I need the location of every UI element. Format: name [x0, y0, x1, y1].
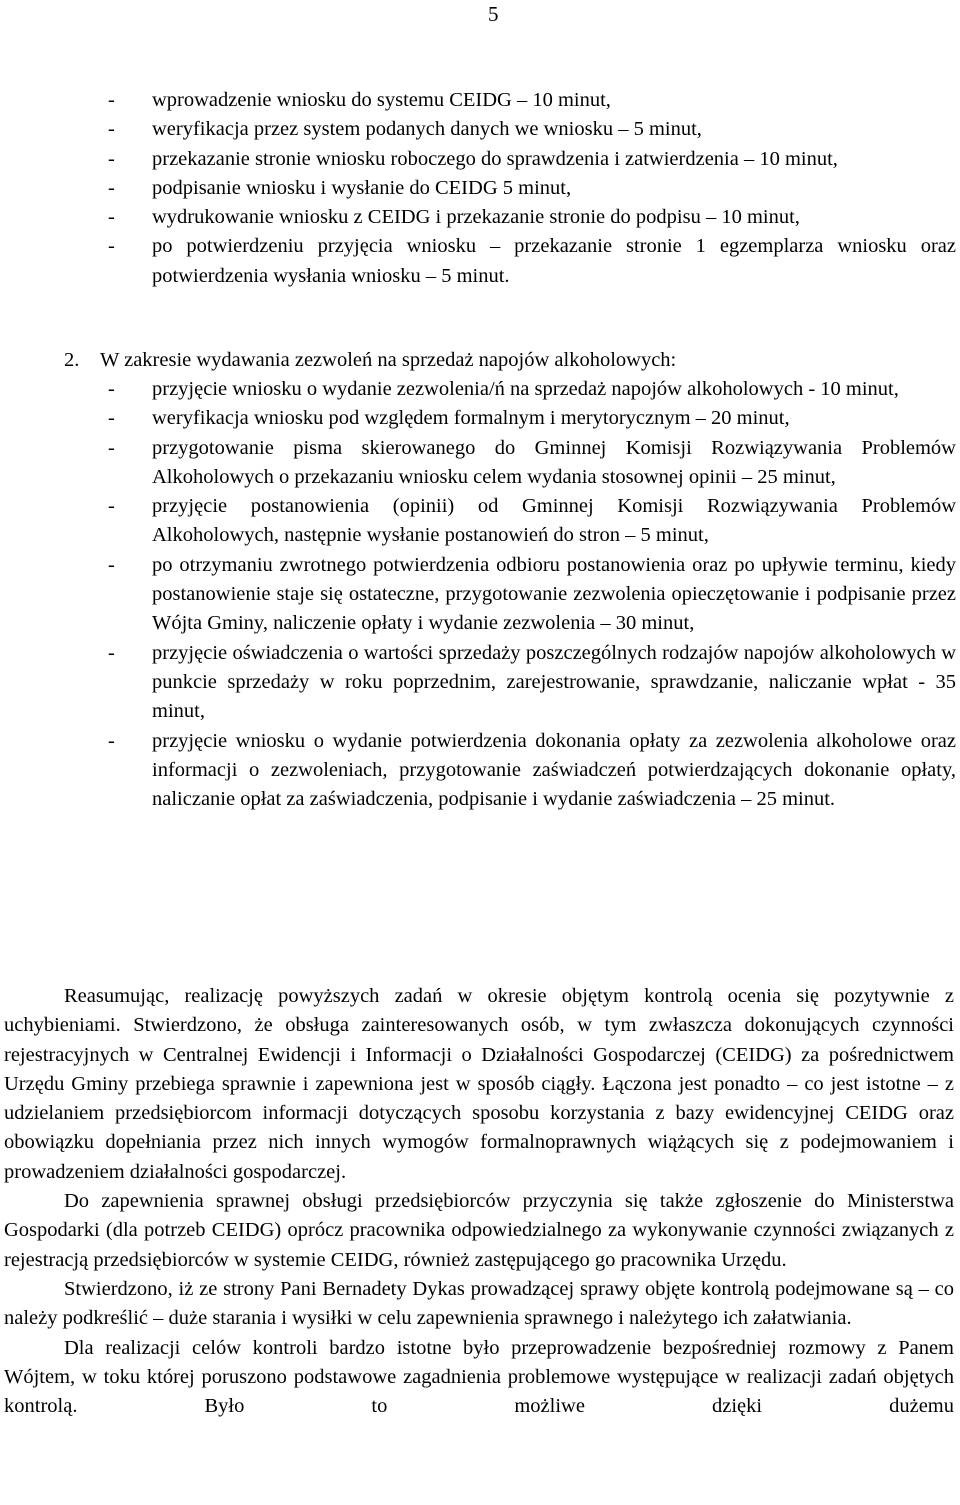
ceidg-task-list: [0, 86, 960, 291]
list-dash: -: [108, 407, 115, 430]
list-item-text: podpisanie wniosku i wysłanie do CEIDG 5 minut,: [152, 176, 572, 199]
list-item-text: po potwierdzeniu przyjęcia wniosku – przekazanie stronie 1 egzemplarza wniosku oraz potwierdzenia wysłania wniosku – 5 minut.: [152, 235, 956, 287]
list-item: [0, 203, 960, 232]
list-item: [0, 145, 960, 174]
list-item: [0, 404, 960, 433]
list-dash: -: [108, 89, 115, 111]
list-dash: -: [108, 206, 115, 229]
summary-paragraphs: [4, 982, 954, 1421]
list-dash: -: [108, 176, 115, 199]
list-item-text: przekazanie stronie wniosku roboczego do sprawdzenia i zatwierdzenia – 10 minut,: [152, 147, 838, 170]
list-item-text: po otrzymaniu zwrotnego potwierdzenia odbioru postanowienia oraz po upływie terminu, kiedy postanowienie staje się ostateczne, przygotowanie zezwolenia opieczętowanie i podpisanie przez Wójta Gminy, naliczenie opłaty i wydanie zezwolenia – 30 minut,: [152, 553, 956, 635]
section-heading-text: W zakresie wydawania zezwoleń na sprzedaż napojów alkoholowych:: [100, 349, 677, 371]
list-dash: -: [108, 553, 115, 576]
list-item: [0, 115, 960, 144]
list-item: [0, 639, 960, 727]
list-item: [0, 551, 960, 639]
list-item-text: przyjęcie wniosku o wydanie zezwolenia/ń na sprzedaż napojów alkoholowych - 10 minut,: [152, 378, 899, 400]
paragraph-interview: Dla realizacji celów kontroli bardzo istotne było przeprowadzenie bezpośredniej rozmowy z Panem Wójtem, w toku której poruszono podstawowe zagadnienia problemowe występujące w realizacji zadań objętych kontrolą. Było to możliwe dzięki dużemu: [4, 1336, 954, 1418]
list-item-text: przyjęcie postanowienia (opinii) od Gminnej Komisji Rozwiązywania Problemów Alkoholowych, następnie wysłanie postanowień do stron – 5 minut,: [152, 495, 956, 547]
list-item: [0, 727, 960, 815]
list-item-text: weryfikacja wniosku pod względem formalnym i merytorycznym – 20 minut,: [152, 407, 790, 430]
list-dash: -: [108, 118, 115, 141]
list-dash: -: [108, 495, 115, 518]
alcohol-permit-task-list: [0, 375, 960, 814]
list-item-text: przyjęcie oświadczenia o wartości sprzedaży poszczególnych rodzajów napojów alkoholowych w punkcie sprzedaży w roku poprzednim, zarejestrowanie, sprawdzanie, naliczanie wpłat - 35 minut,: [152, 641, 956, 723]
list-item-text: weryfikacja przez system podanych danych we wniosku – 5 minut,: [152, 118, 702, 141]
list-item: [0, 375, 960, 404]
list-item: [0, 434, 960, 493]
list-dash: -: [108, 235, 115, 258]
list-item: [0, 86, 960, 115]
paragraph-summary: Reasumując, realizację powyższych zadań w okresie objętym kontrolą ocenia się pozytywnie z uchybieniami. Stwierdzono, że obsługa zainteresowanych osób, w tym zwłaszcza dokonujących czynności rejestracyjnych w Centralnej Ewidencji i Informacji o Działalności Gospodarczej (CEIDG) za pośrednictwem Urzędu Gminy przebiega sprawnie i zapewniona jest w sposób ciągły. Łączona jest ponadto – co jest istotne – z udzielaniem przedsiębiorcom informacji dotyczących sposobu korzystania z bazy ewidencyjnej CEIDG oraz obowiązku dopełniania przez nich innych wymogów formalnoprawnych wiążących się z podejmowaniem i prowadzeniem działalności gospodarczej.: [4, 985, 954, 1183]
list-item-text: wydrukowanie wniosku z CEIDG i przekazanie stronie do podpisu – 10 minut,: [152, 206, 800, 229]
page-number: 5: [488, 2, 499, 26]
section-2-heading: [64, 346, 960, 375]
list-item-text: wprowadzenie wniosku do systemu CEIDG – 10 minut,: [152, 89, 611, 111]
list-dash: -: [108, 436, 115, 459]
paragraph-staff: Stwierdzono, iż ze strony Pani Bernadety Dykas prowadzącej sprawy objęte kontrolą podejmowane są – co należy podkreślić – duże starania i wysiłki w celu zapewnienia sprawnego i należytego ich załatwiania.: [4, 1277, 954, 1330]
list-dash: -: [108, 147, 115, 170]
list-dash: -: [108, 729, 115, 752]
section-number: 2.: [64, 349, 80, 371]
list-item-text: przyjęcie wniosku o wydanie potwierdzenia dokonania opłaty za zezwolenia alkoholowe oraz informacji o zezwoleniach, przygotowanie zaświadczeń potwierdzających dokonanie opłaty, naliczanie opłat za zaświadczenia, podpisanie i wydanie zaświadczenia – 25 minut.: [152, 729, 956, 811]
list-item: [0, 492, 960, 551]
list-item-text: przygotowanie pisma skierowanego do Gminnej Komisji Rozwiązywania Problemów Alkoholowych o przekazaniu wniosku celem wydania stosownej opinii – 25 minut,: [152, 436, 956, 488]
list-item: [0, 232, 960, 291]
list-item: [0, 174, 960, 203]
list-dash: -: [108, 641, 115, 664]
paragraph-ministry: Do zapewnienia sprawnej obsługi przedsiębiorców przyczynia się także zgłoszenie do Ministerstwa Gospodarki (dla potrzeb CEIDG) oprócz pracownika odpowiedzialnego za wykonywanie czynności związanych z rejestracją przedsiębiorców w systemie CEIDG, również zastępującego go pracownika Urzędu.: [4, 1190, 954, 1271]
list-dash: -: [108, 378, 115, 400]
